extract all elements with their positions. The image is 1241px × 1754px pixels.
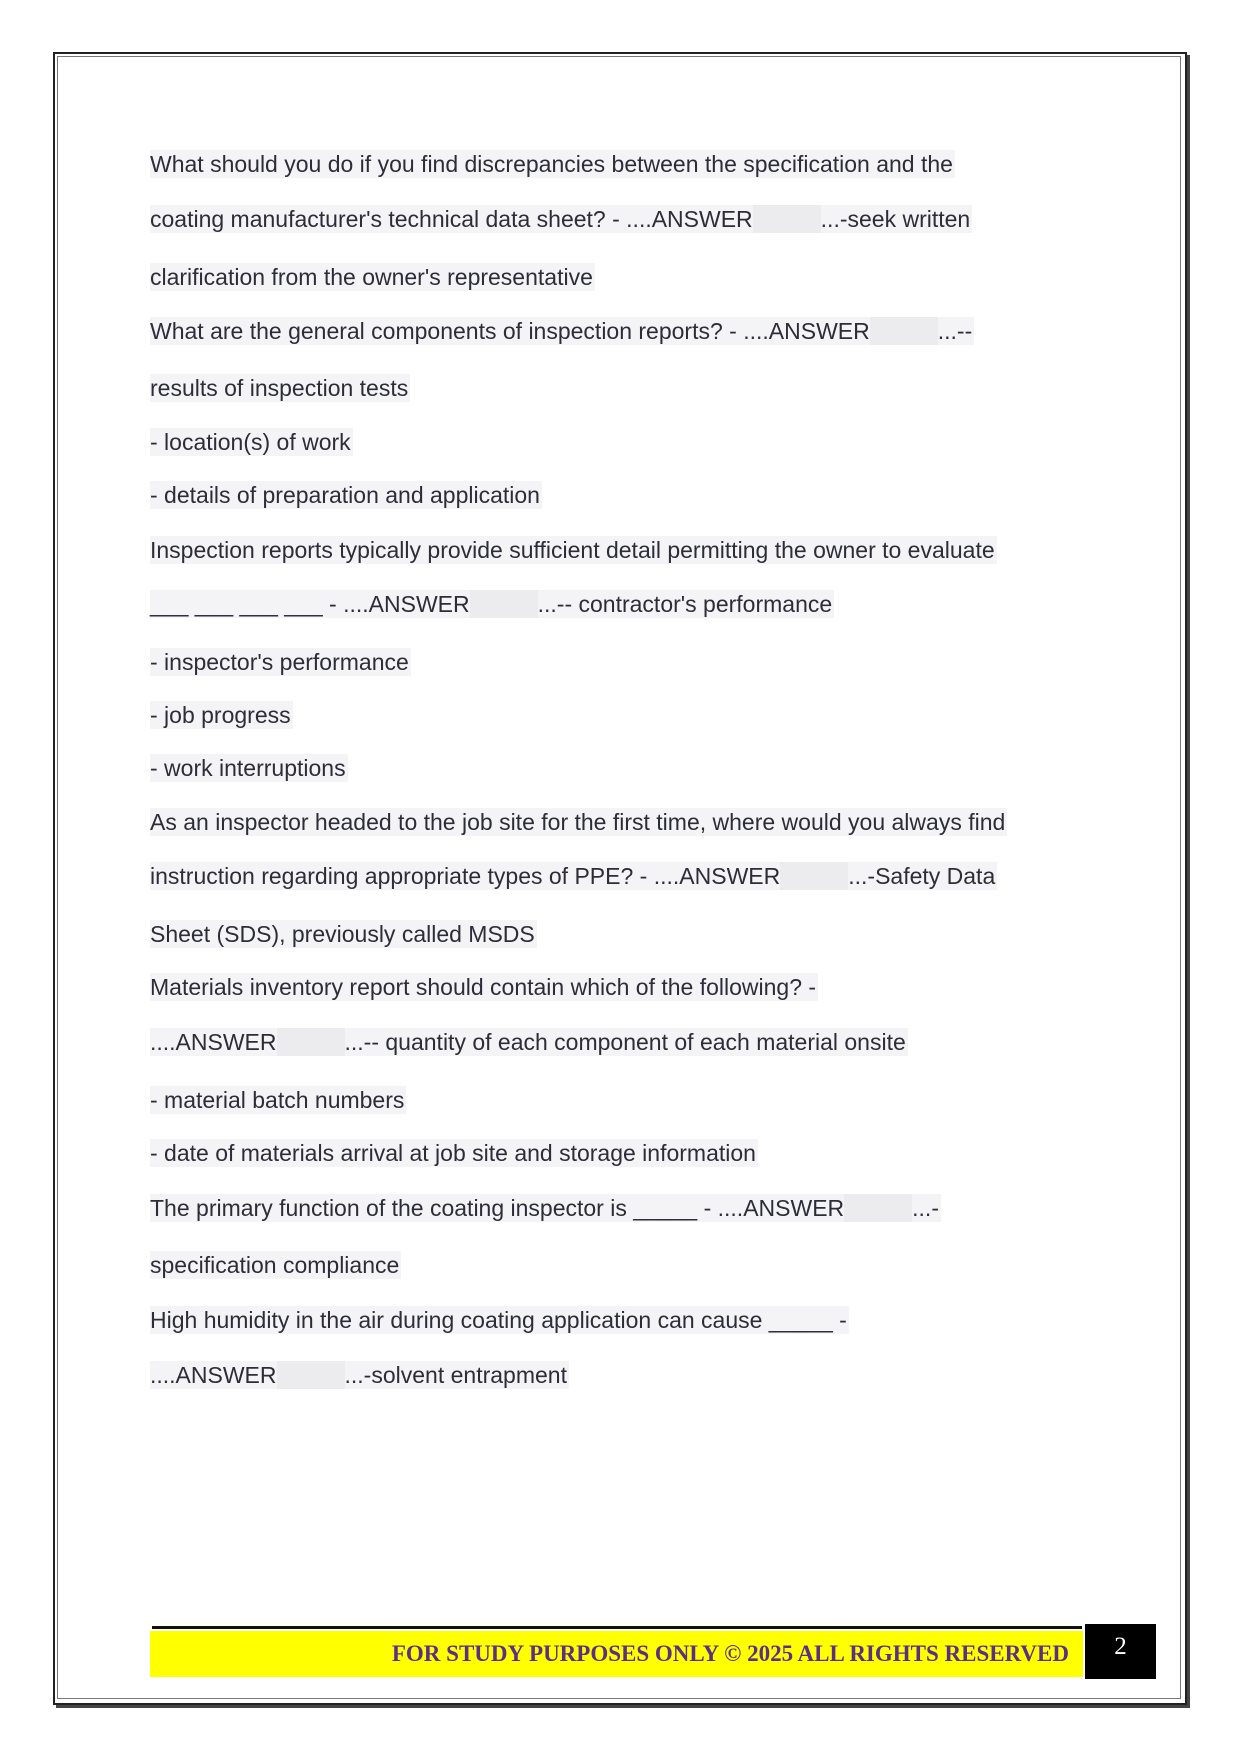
question-answer-line	[150, 317, 974, 345]
page-number: 2	[1085, 1624, 1156, 1679]
text-line: specification compliance	[150, 1252, 400, 1278]
text-line: What should you do if you find discrepancies between the specification and the	[150, 151, 953, 177]
answer-gap	[277, 1028, 345, 1056]
text-line: As an inspector headed to the job site for the first time, where would you always find	[150, 809, 1006, 835]
question-answer-line	[150, 862, 997, 890]
question-answer-line	[150, 205, 972, 233]
answer-gap	[470, 590, 538, 618]
answer-text: ...-Safety Data	[848, 863, 996, 889]
list-item: - inspector's performance	[150, 649, 409, 675]
answer-gap	[780, 862, 848, 890]
question-answer-line	[150, 590, 834, 618]
list-item: - date of materials arrival at job site and storage information	[150, 1140, 756, 1166]
text-line: Inspection reports typically provide sufficient detail permitting the owner to evaluate	[150, 537, 995, 563]
answer-text: ...-	[912, 1195, 939, 1221]
answer-label: ....ANSWER	[150, 1362, 277, 1388]
question-text: coating manufacturer's technical data sheet? - ....ANSWER	[150, 206, 753, 232]
list-item: - work interruptions	[150, 755, 346, 781]
question-answer-line	[150, 1028, 908, 1056]
question-answer-line	[150, 1194, 941, 1222]
text-line: results of inspection tests	[150, 375, 409, 401]
answer-gap	[870, 317, 938, 345]
answer-text: ...-- contractor's performance	[537, 591, 833, 617]
question-text: ___ ___ ___ ___ - ....ANSWER	[150, 591, 470, 617]
list-item: - details of preparation and application	[150, 482, 540, 508]
answer-gap	[753, 205, 821, 233]
answer-gap	[277, 1361, 345, 1389]
list-item: - location(s) of work	[150, 429, 351, 455]
question-answer-line	[150, 1361, 569, 1389]
answer-text: ...-seek written	[820, 206, 971, 232]
question-text: What are the general components of inspection reports? - ....ANSWER	[150, 318, 870, 344]
footer-rule	[152, 1626, 1082, 1629]
footer-notice: FOR STUDY PURPOSES ONLY © 2025 ALL RIGHTS RESERVED	[150, 1631, 1083, 1677]
text-line: Sheet (SDS), previously called MSDS	[150, 921, 535, 947]
answer-text: ...-solvent entrapment	[344, 1362, 567, 1388]
text-line: clarification from the owner's representative	[150, 264, 593, 290]
answer-label: ....ANSWER	[150, 1029, 277, 1055]
question-text: instruction regarding appropriate types of PPE? - ....ANSWER	[150, 863, 781, 889]
text-line: Materials inventory report should contain which of the following? -	[150, 974, 817, 1000]
answer-gap	[844, 1194, 912, 1222]
answer-text: ...--	[937, 318, 973, 344]
answer-text: ...-- quantity of each component of each material onsite	[344, 1029, 906, 1055]
text-line: High humidity in the air during coating application can cause _____ -	[150, 1307, 847, 1333]
list-item: - material batch numbers	[150, 1087, 405, 1113]
question-text: The primary function of the coating inspector is _____ - ....ANSWER	[150, 1195, 845, 1221]
list-item: - job progress	[150, 702, 291, 728]
